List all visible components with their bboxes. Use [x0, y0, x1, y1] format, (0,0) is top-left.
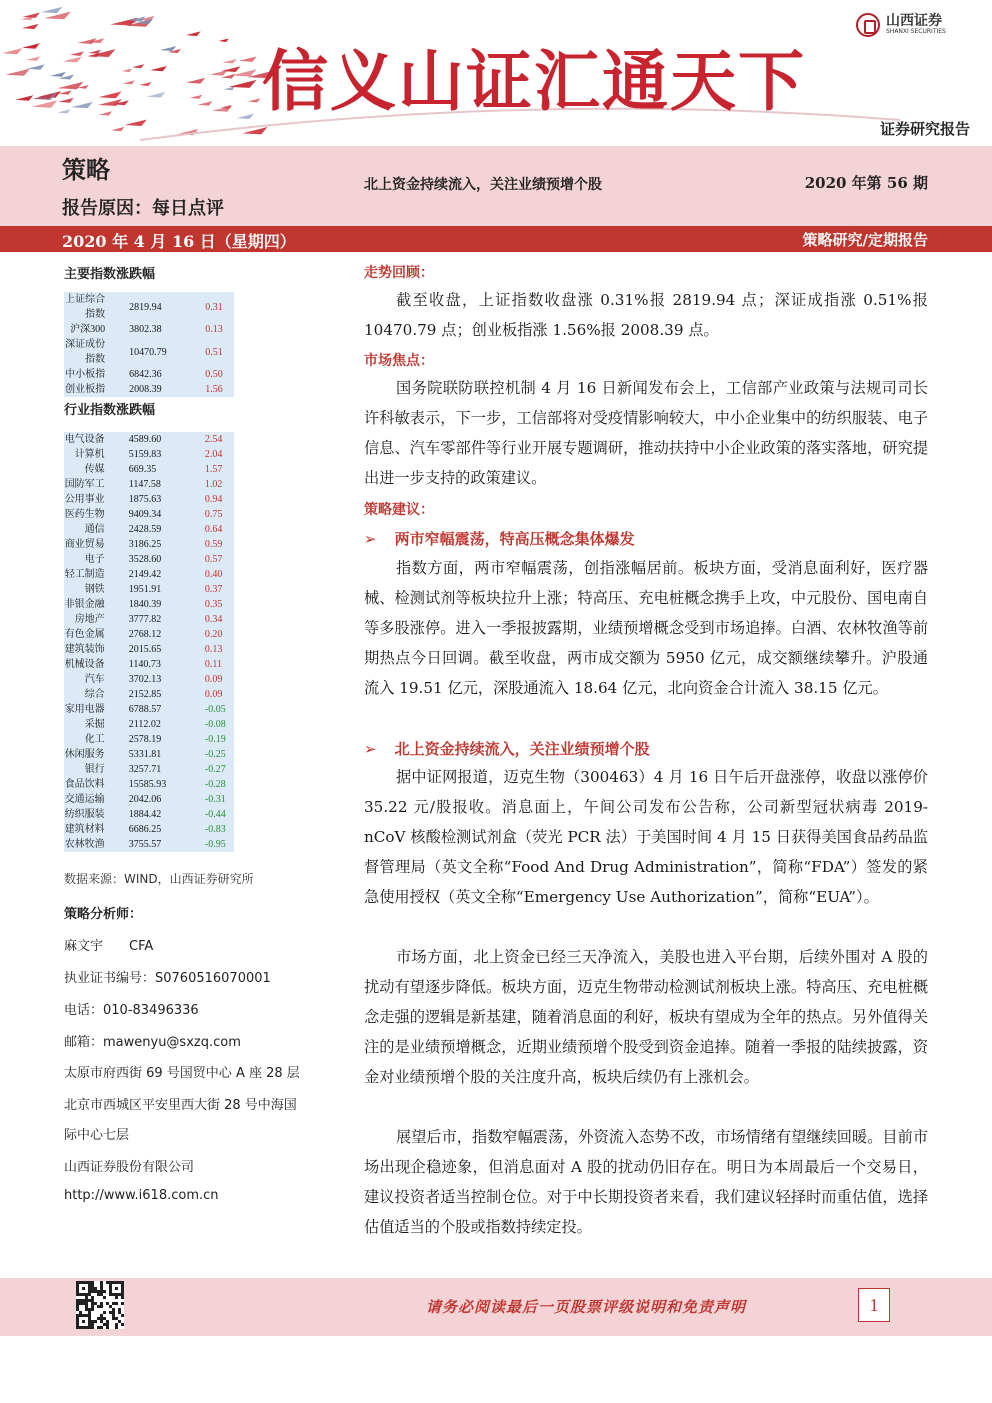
table-cell-name: 上证综合指数 [65, 294, 106, 320]
table-cell-change: 0.50 [205, 369, 223, 380]
index-table-title: 主要指数涨跌幅 [64, 267, 156, 282]
table-row [64, 687, 234, 702]
strategy-subheading-2: ➢ 北上资金持续流入，关注业绩预增个股 [364, 740, 650, 758]
table-cell-name: 有色金属 [64, 629, 105, 640]
issue-number: 2020 年第 56 期 [804, 174, 928, 192]
table-cell-value: 1140.73 [128, 659, 161, 670]
table-cell-change: 0.94 [204, 494, 223, 505]
table-cell-change: 0.59 [204, 539, 223, 550]
table-cell-value: 2578.19 [128, 734, 162, 745]
table-row [64, 507, 234, 522]
table-row [64, 672, 234, 687]
table-cell-value: 6842.36 [129, 369, 162, 380]
table-row [64, 492, 234, 507]
table-cell-value: 1147.58 [128, 479, 161, 490]
table-cell-name: 银行 [84, 764, 105, 775]
table-cell-name: 商业贸易 [64, 539, 105, 550]
table-cell-change: 0.75 [204, 509, 223, 520]
table-cell-name: 传媒 [84, 464, 105, 475]
table-row [64, 732, 234, 747]
table-cell-change: 0.20 [204, 629, 223, 640]
index-table [64, 292, 234, 397]
section-title-focus: 市场焦点： [364, 353, 434, 369]
table-cell-name: 建筑装饰 [64, 644, 105, 655]
table-cell-change: -0.44 [204, 809, 226, 820]
table-cell-change: -0.28 [204, 779, 226, 790]
table-cell-name: 沪深300 [70, 324, 106, 335]
header-slogan: 信义山证汇通天下 [262, 42, 806, 120]
table-cell-value: 15585.93 [128, 779, 167, 790]
table-cell-value: 2015.65 [128, 644, 162, 655]
table-row [64, 552, 234, 567]
table-row [64, 612, 234, 627]
table-cell-change: 1.57 [204, 464, 223, 475]
report-reason: 报告原因：每日点评 [62, 198, 224, 219]
table-row [64, 337, 234, 367]
table-cell-name: 医药生物 [64, 509, 105, 520]
table-cell-change: 0.37 [204, 584, 223, 595]
report-category: 策略 [62, 156, 110, 184]
table-cell-name: 电气设备 [64, 434, 105, 445]
table-row [64, 537, 234, 552]
report-headline: 北上资金持续流入，关注业绩预增个股 [364, 177, 602, 193]
table-cell-name: 纺织服装 [64, 809, 105, 820]
table-cell-value: 6686.25 [128, 824, 162, 835]
table-row [64, 657, 234, 672]
table-cell-value: 2428.59 [128, 524, 162, 535]
arrow-bullet-icon: ➢ [364, 740, 377, 758]
table-row [64, 367, 234, 382]
table-cell-name: 电子 [84, 554, 105, 565]
table-cell-change: -0.95 [204, 839, 226, 850]
table-cell-value: 6788.57 [128, 704, 162, 715]
table-cell-name: 交通运输 [64, 794, 105, 805]
strategy-paragraph-1: 指数方面，两市窄幅震荡，创指涨幅居前。板块方面，受消息面利好，医疗器械、检测试剂等板块拉升上涨；特高压、充电桩概念携手上攻，中元股份、国电南自等多股涨停。进入一季报披露期，业绩预增概念受到市场追捧。白酒、农林牧渔等前期热点今日回调。截至收盘，两市成交额为 5950 亿元，成交额继续攀升。沪股通流入 19.51 亿元，深股通流入 18.64 亿元，北向资金合计流入 38.15 亿元。 [364, 559, 928, 697]
table-cell-name: 公用事业 [64, 494, 105, 505]
table-row [64, 792, 234, 807]
table-cell-name: 深证成份指数 [65, 339, 106, 365]
table-cell-value: 3257.71 [128, 764, 162, 775]
table-cell-value: 2768.12 [128, 629, 162, 640]
report-type: 证券研究报告 [879, 120, 970, 138]
table-cell-value: 3755.57 [128, 839, 162, 850]
table-cell-value: 3528.60 [128, 554, 162, 565]
table-cell-change: 0.11 [204, 659, 223, 670]
table-cell-change: 0.09 [204, 674, 223, 685]
table-cell-value: 3777.82 [128, 614, 162, 625]
table-cell-value: 2042.06 [128, 794, 162, 805]
license-number: 执业证书编号：S0760516070001 [64, 971, 271, 986]
table-cell-value: 3802.38 [129, 324, 162, 335]
table-cell-name: 轻工制造 [64, 569, 105, 580]
table-cell-change: 2.54 [204, 434, 223, 445]
table-cell-change: -0.19 [204, 734, 226, 745]
company-logo [856, 10, 974, 40]
disclaimer-notice[interactable]: 请务必阅读最后一页股票评级说明和免责声明 [426, 1298, 747, 1316]
table-cell-change: 0.09 [204, 689, 223, 700]
table-row [64, 292, 234, 322]
table-cell-name: 汽车 [84, 674, 105, 685]
table-row [64, 477, 234, 492]
table-cell-value: 669.35 [128, 464, 157, 475]
table-row [64, 462, 234, 477]
table-row [64, 432, 234, 447]
phone: 电话：010-83496336 [64, 1003, 199, 1018]
table-row [64, 822, 234, 837]
table-row [64, 747, 234, 762]
table-cell-name: 通信 [84, 524, 105, 535]
table-cell-name: 国防军工 [64, 479, 105, 490]
table-cell-name: 建筑材料 [64, 824, 105, 835]
table-cell-value: 1875.63 [128, 494, 162, 505]
table-cell-name: 机械设备 [64, 659, 105, 670]
table-row [64, 702, 234, 717]
table-cell-name: 房地产 [74, 614, 105, 625]
industry-table-title: 行业指数涨跌幅 [64, 403, 156, 418]
table-cell-name: 创业板指 [65, 384, 106, 395]
table-row [64, 837, 234, 852]
table-cell-name: 综合 [84, 689, 105, 700]
report-series: 策略研究/定期报告 [802, 231, 928, 249]
email[interactable]: 邮箱：mawenyu@sxzq.com [64, 1035, 241, 1050]
analyst-name: 麻文宇 CFA [64, 939, 154, 954]
section-title-strategy: 策略建议： [364, 502, 434, 518]
table-cell-value: 9409.34 [128, 509, 162, 520]
table-cell-change: 2.04 [204, 449, 223, 460]
table-cell-change: 1.02 [204, 479, 223, 490]
section-title-review: 走势回顾： [364, 265, 434, 281]
table-cell-name: 钢铁 [84, 584, 105, 595]
table-cell-value: 2149.42 [128, 569, 162, 580]
table-cell-value: 2152.85 [128, 689, 162, 700]
table-row [64, 382, 234, 397]
table-cell-change: 0.13 [204, 644, 223, 655]
strategy-subheading-1: ➢ 两市窄幅震荡，特高压概念集体爆发 [364, 530, 635, 548]
report-date: 2020 年 4 月 16 日（星期四） [62, 232, 296, 251]
table-row [64, 717, 234, 732]
shanxi-securities-logo-icon [856, 13, 880, 37]
logo-en-text: SHANXI SECURITIES [886, 28, 946, 35]
table-cell-change: 0.34 [204, 614, 223, 625]
address-beijing-line2: 际中心七层 [64, 1128, 130, 1143]
table-cell-value: 4589.60 [128, 434, 162, 445]
table-cell-name: 非银金融 [64, 599, 105, 610]
table-cell-value: 2008.39 [129, 384, 162, 395]
table-cell-change: -0.31 [204, 794, 226, 805]
table-cell-value: 3702.13 [128, 674, 162, 685]
strategy-paragraph-4: 展望后市，指数窄幅震荡，外资流入态势不改，市场情绪有望继续回暖。目前市场出现企稳迹象，但消息面对 A 股的扰动仍旧存在。明日为本周最后一个交易日，建议投资者适当控制仓位。对于中长期投资者来看，我们建议轻择时而重估值，选择估值适当的个股或指数持续定投。 [364, 1128, 928, 1236]
company-url[interactable]: http://www.i618.com.cn [64, 1188, 219, 1203]
address-taiyuan: 太原市府西街 69 号国贸中心 A 座 28 层 [64, 1066, 300, 1081]
company-name: 山西证券股份有限公司 [64, 1160, 195, 1175]
table-cell-change: -0.05 [204, 704, 226, 715]
table-cell-name: 采掘 [84, 719, 105, 730]
table-cell-change: -0.27 [204, 764, 226, 775]
table-cell-value: 1884.42 [128, 809, 162, 820]
table-row [64, 582, 234, 597]
table-row [64, 567, 234, 582]
table-row [64, 447, 234, 462]
table-row [64, 322, 234, 337]
table-row [64, 522, 234, 537]
table-cell-name: 农林牧渔 [64, 839, 105, 850]
address-beijing-line1: 北京市西城区平安里西大街 28 号中海国 [64, 1098, 297, 1113]
qr-code-icon [76, 1281, 124, 1329]
table-cell-value: 3186.25 [128, 539, 162, 550]
table-cell-change: 0.57 [204, 554, 223, 565]
logo-cn-text: 山西证券 [886, 13, 942, 29]
table-row [64, 627, 234, 642]
table-cell-change: 1.56 [205, 384, 223, 395]
analyst-title: 策略分析师： [64, 907, 143, 922]
page-number: 1 [858, 1288, 890, 1322]
table-cell-change: -0.25 [204, 749, 226, 760]
table-cell-value: 2819.94 [129, 301, 162, 313]
review-paragraph: 截至收盘，上证指数收盘涨 0.31%报 2819.94 点；深证成指涨 0.51%报 10470.79 点；创业板指涨 1.56%报 2008.39 点。 [364, 291, 928, 339]
table-cell-value: 5159.83 [128, 449, 162, 460]
table-row [64, 807, 234, 822]
strategy-paragraph-3: 市场方面，北上资金已经三天净流入，美股也进入平台期，后续外围对 A 股的扰动有望逐步降低。板块方面，迈克生物带动检测试剂板块上涨。特高压、充电桩概念走强的逻辑是新基建，随着消息面的利好，板块有望成为全年的热点。另外值得关注的是业绩预增概念，近期业绩预增个股受到资金追捧。随着一季报的陆续披露，资金对业绩预增个股的关注度升高，板块后续仍有上涨机会。 [364, 948, 928, 1086]
table-row [64, 762, 234, 777]
table-cell-value: 5331.81 [128, 749, 162, 760]
table-cell-name: 食品饮料 [64, 779, 105, 790]
table-cell-name: 化工 [84, 734, 105, 745]
table-cell-change: 0.51 [205, 346, 223, 358]
table-cell-name: 家用电器 [64, 704, 105, 715]
table-row [64, 777, 234, 792]
table-cell-name: 中小板指 [65, 369, 106, 380]
table-cell-name: 休闲服务 [64, 749, 105, 760]
table-row [64, 642, 234, 657]
table-row [64, 597, 234, 612]
table-cell-change: 0.64 [204, 524, 223, 535]
table-cell-change: 0.35 [204, 599, 223, 610]
table-cell-value: 10470.79 [129, 346, 167, 358]
table-cell-change: 0.13 [205, 324, 223, 335]
data-source: 数据来源：WIND，山西证券研究所 [64, 872, 254, 886]
table-cell-name: 计算机 [74, 449, 105, 460]
focus-paragraph: 国务院联防联控机制 4 月 16 日新闻发布会上，工信部产业政策与法规司司长许科敏表示，下一步，工信部将对受疫情影响较大，中小企业集中的纺织服装、电子信息、汽车零部件等行业开展专题调研，推动扶持中小企业政策的落实落地，研究提出进一步支持的政策建议。 [364, 379, 928, 487]
table-cell-value: 1951.91 [128, 584, 162, 595]
table-cell-change: 0.40 [204, 569, 223, 580]
industry-table [64, 432, 234, 852]
table-cell-value: 2112.02 [128, 719, 161, 730]
strategy-paragraph-2: 据中证网报道，迈克生物（300463）4 月 16 日午后开盘涨停，收盘以涨停价 35.22 元/股报收。消息面上，午间公司发布公告称，公司新型冠状病毒 2019-nCoV 核酸检测试剂盒（荧光 PCR 法）于美国时间 4 月 15 日获得美国食品药品监督管理局（英文全称“Food And Drug Administration”，简称“FDA”）签发的紧急使用授权（英文全称“Emergency Use Authorization”，简称“EUA”）。 [364, 768, 928, 906]
table-cell-change: -0.08 [204, 719, 226, 730]
table-cell-change: 0.31 [205, 301, 223, 313]
table-cell-change: -0.83 [204, 824, 226, 835]
arrow-bullet-icon: ➢ [364, 530, 377, 548]
table-cell-value: 1840.39 [128, 599, 162, 610]
